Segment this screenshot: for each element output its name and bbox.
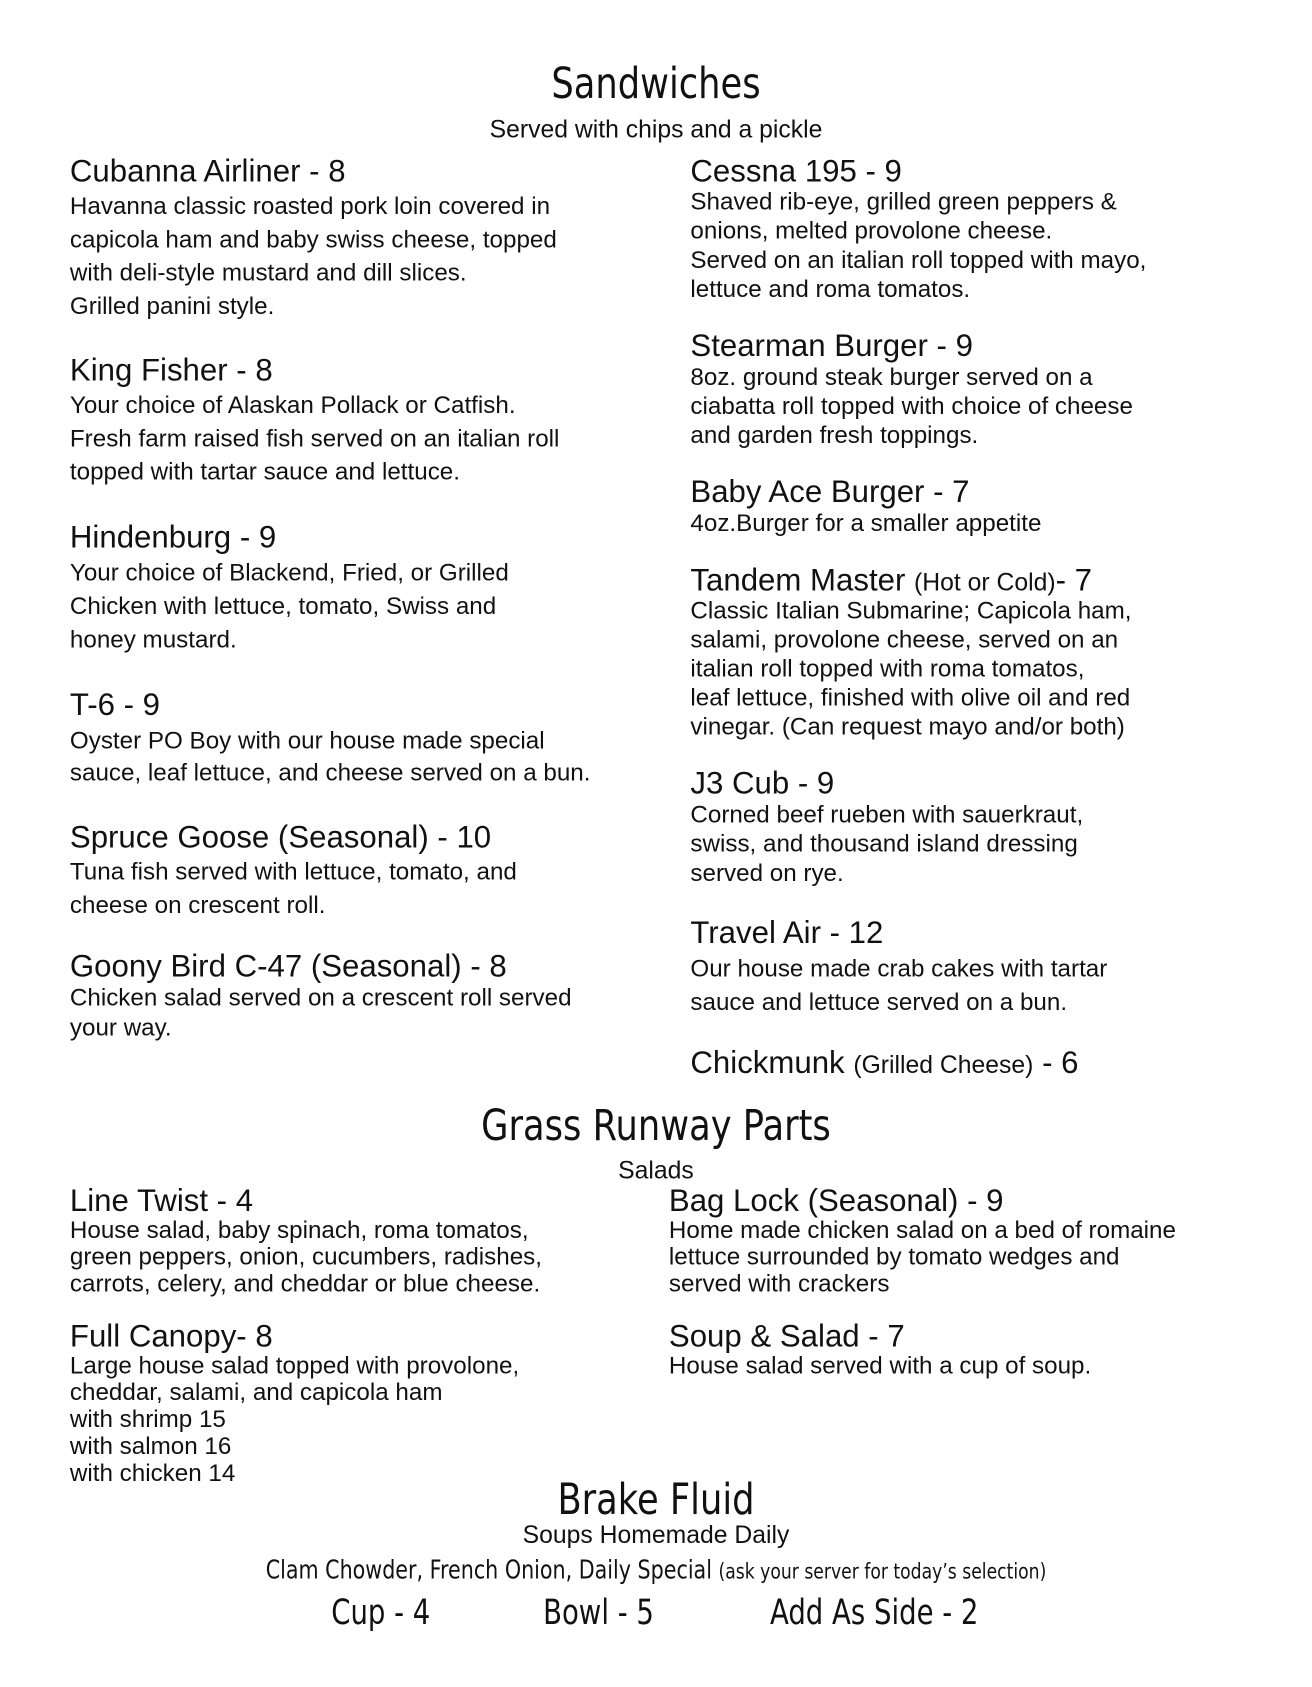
item-name: Spruce Goose (Seasonal) - 10 xyxy=(69,820,492,855)
soup-varieties: Clam Chowder, French Onion, Daily Special xyxy=(265,1555,712,1586)
item-name: Cessna 195 - 9 xyxy=(690,154,902,190)
menu-item-title xyxy=(690,767,834,801)
soup-note: (ask your server for today’s selection) xyxy=(718,1558,1047,1585)
item-note: (Hot or Cold) xyxy=(914,567,1056,596)
item-description-line: topped with tartar sauce and lettuce. xyxy=(69,458,460,486)
menu-item-title xyxy=(690,564,1092,599)
item-description-line: lettuce and roma tomatos. xyxy=(690,275,971,303)
item-description-line: honey mustard. xyxy=(69,625,237,653)
item-description-line: with shrimp 15 xyxy=(69,1405,226,1433)
price-bowl: Bowl - 5 xyxy=(543,1591,654,1633)
item-description-line: Large house salad topped with provolone, xyxy=(69,1351,520,1379)
item-description-line: served with crackers xyxy=(668,1270,890,1297)
menu-item-title xyxy=(70,1184,253,1218)
item-description-line: green peppers, onion, cucumbers, radishes, xyxy=(69,1243,543,1271)
item-description-line: sauce, leaf lettuce, and cheese served on a bun. xyxy=(69,759,591,787)
item-description-line: swiss, and thousand island dressing xyxy=(690,830,1078,858)
price-cup: Cup - 4 xyxy=(331,1591,431,1633)
item-name: Tandem Master xyxy=(690,563,906,598)
item-description-line: your way. xyxy=(69,1014,172,1041)
menu-item-title xyxy=(690,1046,1078,1081)
item-description-line: cheddar, salami, and capicola ham xyxy=(69,1378,443,1406)
item-description-line: Oyster PO Boy with our house made special xyxy=(69,726,545,754)
item-name: King Fisher - 8 xyxy=(69,353,273,389)
salads-heading: Grass Runway Parts xyxy=(481,1101,831,1151)
price-side: Add As Side - 2 xyxy=(769,1591,979,1633)
item-description-line: onions, melted provolone cheese. xyxy=(690,217,1053,245)
item-name: Baby Ace Burger - 7 xyxy=(690,475,970,510)
menu-item-title xyxy=(70,520,276,554)
menu-item-title xyxy=(669,1184,1004,1218)
item-description-line: Corned beef rueben with sauerkraut, xyxy=(690,801,1084,829)
menu-item-title xyxy=(70,688,160,722)
menu-item-title xyxy=(690,155,902,189)
item-description-line: carrots, celery, and cheddar or blue cheese. xyxy=(69,1270,541,1297)
item-name: Travel Air - 12 xyxy=(690,916,884,951)
item-name: Hindenburg - 9 xyxy=(69,520,277,555)
item-description-line: with chicken 14 xyxy=(69,1459,236,1487)
item-description-line: Our house made crab cakes with tartar xyxy=(690,954,1108,982)
item-description-line: Shaved rib-eye, grilled green peppers & xyxy=(690,188,1117,216)
salads-subtitle: Salads xyxy=(618,1156,694,1185)
item-description-line: Havanna classic roasted pork loin covered in xyxy=(69,192,551,220)
menu-item-title xyxy=(669,1320,905,1354)
item-description-line: ciabatta roll topped with choice of cheese xyxy=(690,392,1133,420)
item-description-line: with salmon 16 xyxy=(69,1432,232,1460)
menu-item-title xyxy=(70,155,346,189)
item-note: (Grilled Cheese) xyxy=(853,1050,1034,1079)
item-name: J3 Cub - 9 xyxy=(690,766,835,802)
item-name: Chickmunk xyxy=(690,1046,845,1081)
item-description-line: Fresh farm raised fish served on an italian roll xyxy=(69,424,560,452)
item-description-line: vinegar. (Can request mayo and/or both) xyxy=(690,712,1125,740)
item-description-line: Your choice of Alaskan Pollack or Catfish. xyxy=(69,391,516,419)
soups-heading: Brake Fluid xyxy=(557,1475,755,1525)
item-description-line: and garden fresh toppings. xyxy=(690,421,979,449)
item-name: Soup & Salad - 7 xyxy=(668,1319,905,1354)
item-price: - 7 xyxy=(1055,563,1092,598)
item-description-line: House salad, baby spinach, roma tomatos, xyxy=(69,1216,529,1244)
sandwiches-subtitle: Served with chips and a pickle xyxy=(489,115,823,144)
item-name: Cubanna Airliner - 8 xyxy=(69,154,346,190)
item-description-line: with deli-style mustard and dill slices. xyxy=(69,259,467,287)
item-description-line: salami, provolone cheese, served on an xyxy=(690,625,1119,653)
item-description-line: served on rye. xyxy=(690,859,844,887)
item-description-line: Served on an italian roll topped with mayo, xyxy=(690,246,1147,274)
menu-item-title xyxy=(690,475,969,509)
menu-item-title xyxy=(70,821,491,855)
item-description-line: cheese on crescent roll. xyxy=(69,891,326,919)
menu-item-title xyxy=(690,916,883,950)
item-description-line: sauce and lettuce served on a bun. xyxy=(690,988,1068,1016)
item-description-line: Chicken with lettuce, tomato, Swiss and xyxy=(69,592,497,620)
item-name: Stearman Burger - 9 xyxy=(690,329,973,364)
item-description-line: Your choice of Blackend, Fried, or Grilled xyxy=(69,559,509,587)
item-description-line: leaf lettuce, finished with olive oil and red xyxy=(690,683,1131,711)
menu-item-title xyxy=(70,1320,273,1354)
item-description-line: 4oz.Burger for a smaller appetite xyxy=(690,509,1042,537)
item-description-line: italian roll topped with roma tomatos, xyxy=(690,654,1085,682)
soup-list xyxy=(131,1555,1181,1585)
item-description-line: Tuna fish served with lettuce, tomato, and xyxy=(69,858,517,886)
item-name: T-6 - 9 xyxy=(69,688,161,723)
item-price: - 6 xyxy=(1033,1046,1079,1081)
soups-subtitle: Soups Homemade Daily xyxy=(522,1520,790,1549)
item-description-line: 8oz. ground steak burger served on a xyxy=(690,363,1093,391)
item-description-line: lettuce surrounded by tomato wedges and xyxy=(668,1243,1120,1271)
item-name: Goony Bird C-47 (Seasonal) - 8 xyxy=(69,949,507,984)
item-description-line: Grilled panini style. xyxy=(69,292,275,320)
item-description-line: capicola ham and baby swiss cheese, topped xyxy=(69,225,557,253)
item-name: Line Twist - 4 xyxy=(69,1184,254,1219)
menu-item-title xyxy=(690,329,973,363)
menu-item-title xyxy=(70,950,507,984)
item-description-line: Classic Italian Submarine; Capicola ham, xyxy=(690,596,1132,624)
item-name: Full Canopy- 8 xyxy=(69,1319,273,1354)
item-description-line: Chicken salad served on a crescent roll served xyxy=(69,983,572,1011)
item-description-line: House salad served with a cup of soup. xyxy=(668,1351,1092,1379)
item-name: Bag Lock (Seasonal) - 9 xyxy=(668,1184,1004,1219)
sandwiches-heading: Sandwiches xyxy=(551,59,761,109)
item-description-line: Home made chicken salad on a bed of romaine xyxy=(668,1216,1176,1244)
menu-item-title xyxy=(70,354,273,388)
